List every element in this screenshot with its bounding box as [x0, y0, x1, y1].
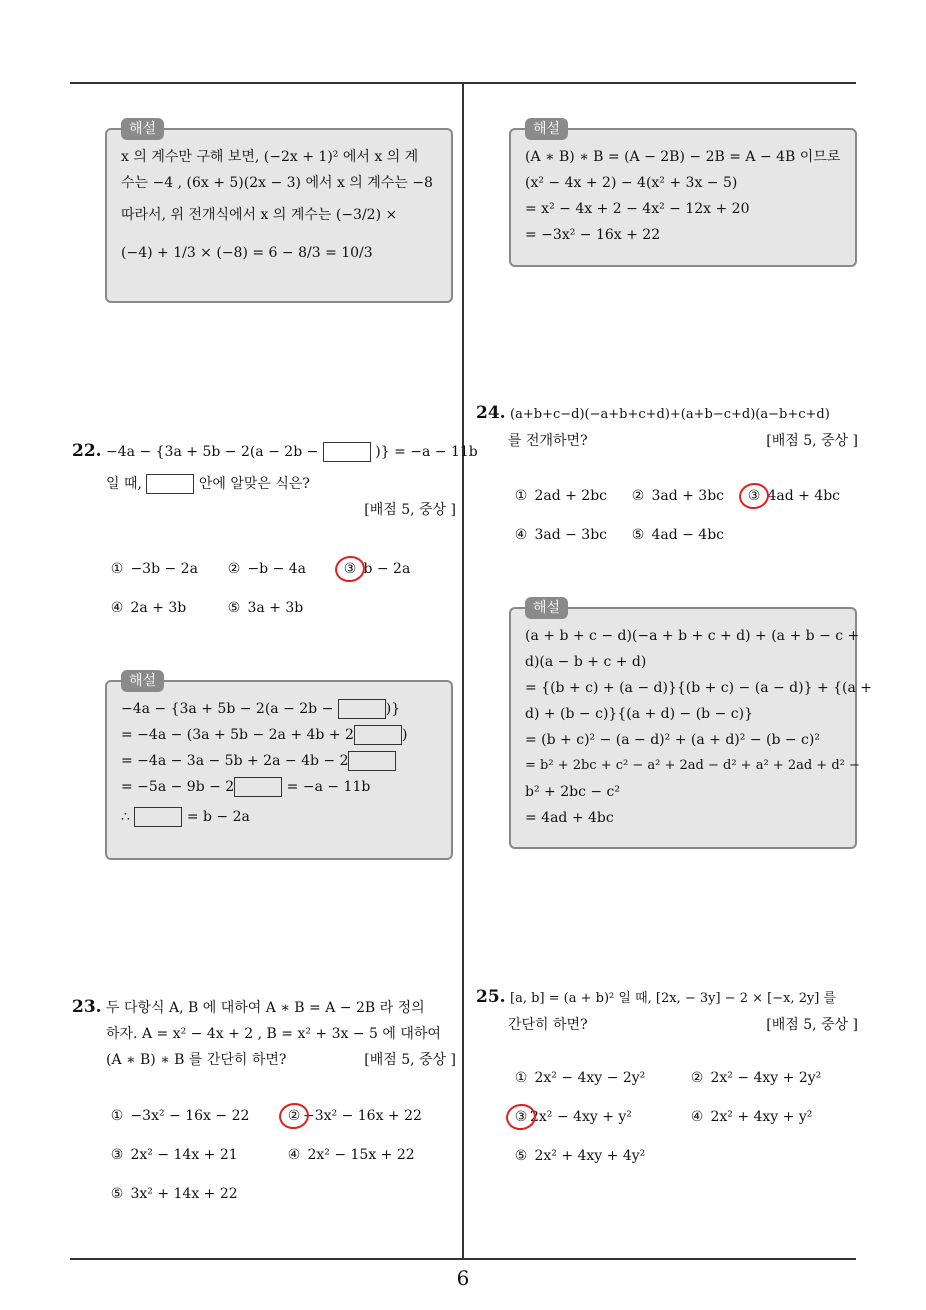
question-number: 25.	[476, 987, 506, 1007]
question-text: 를 전개하면?	[508, 433, 588, 449]
solution-text: = −4a − (3a + 5b − 2a + 4b + 2	[121, 727, 354, 743]
solution-line: (a + b + c − d)(−a + b + c + d) + (a + b − c +	[525, 628, 860, 644]
answer-blank	[354, 725, 402, 745]
option-text: 2x² + 4xy + y²	[710, 1109, 813, 1125]
solution-line: (A ∗ B) ∗ B = (A − 2B) − 2B = A − 4B 이므로	[525, 149, 841, 165]
solution-line	[121, 774, 437, 800]
solution-text: )}	[385, 701, 401, 717]
answer-blank	[134, 807, 182, 827]
option-5[interactable]	[512, 1148, 645, 1164]
option-text: 3a + 3b	[247, 600, 304, 616]
answer-blank	[234, 777, 282, 797]
solution-text: −4a − {3a + 5b − 2(a − 2b −	[121, 701, 334, 717]
option-mark: ②	[227, 561, 241, 577]
option-mark: ②	[690, 1070, 704, 1086]
solution-line	[121, 722, 437, 748]
option-mark-circled: ③	[512, 1109, 530, 1125]
option-mark-circled: ③	[341, 561, 359, 577]
question-25	[476, 984, 858, 1038]
option-mark: ④	[690, 1109, 704, 1125]
solution-box-22	[105, 673, 453, 860]
option-mark: ⑤	[110, 1186, 124, 1202]
solution-line	[121, 748, 437, 774]
solution-line: = b² + 2bc + c² − a² + 2ad − d² + a² + 2ad + d² −	[525, 758, 860, 773]
option-text: 3x² + 14x + 22	[130, 1186, 238, 1202]
solution-text: = −5a − 9b − 2	[121, 779, 235, 795]
option-text: 2x² − 15x + 22	[307, 1147, 415, 1163]
solution-line: = x² − 4x + 2 − 4x² − 12x + 20	[525, 201, 750, 217]
score-label: [배점 5, 중상 ]	[766, 1017, 858, 1033]
option-2[interactable]	[285, 1108, 422, 1124]
solution-tag: 해설	[525, 118, 568, 140]
solution-line: = −3x² − 16x + 22	[525, 227, 661, 243]
option-mark-circled: ②	[285, 1108, 303, 1124]
option-mark: ④	[110, 600, 124, 616]
score-label: [배점 5, 중상 ]	[766, 433, 858, 449]
option-4[interactable]	[688, 1109, 812, 1125]
question-number: 24.	[476, 403, 506, 423]
option-1[interactable]	[108, 1108, 249, 1124]
solution-line: d)(a − b + c + d)	[525, 654, 647, 670]
score-label: [배점 5, 중상 ]	[364, 502, 456, 518]
question-text: (A ∗ B) ∗ B 를 간단히 하면?	[106, 1052, 287, 1068]
solution-line: (x² − 4x + 2) − 4(x² + 3x − 5)	[525, 175, 738, 191]
solution-line: d) + (b − c)}{(a + d) − (b − c)}	[525, 706, 753, 722]
question-text: 두 다항식 A, B 에 대하여 A ∗ B = A − 2B 라 정의	[106, 1000, 425, 1016]
solution-tag: 해설	[121, 670, 164, 692]
option-text: 3ad − 3bc	[534, 527, 608, 543]
solution-box-24	[509, 600, 873, 849]
question-text: [a, b] = (a + b)² 일 때, [2x, − 3y] − 2 × [−x, 2y] 를	[510, 991, 837, 1006]
option-text: 2ad + 2bc	[534, 488, 608, 504]
question-22	[72, 438, 478, 523]
option-mark: ③	[110, 1147, 124, 1163]
option-text: 2x² − 4xy + 2y²	[710, 1070, 822, 1086]
page-number: 6	[456, 1266, 470, 1290]
question-text: 하자. A = x² − 4x + 2 , B = x² + 3x − 5 에 대하여	[106, 1026, 441, 1042]
solution-text: = −a − 11b	[286, 779, 371, 795]
solution-line	[121, 804, 437, 830]
option-mark: ①	[514, 488, 528, 504]
option-text: 2x² − 14x + 21	[130, 1147, 238, 1163]
solution-text: = b − 2a	[186, 809, 250, 825]
option-1[interactable]	[108, 561, 198, 577]
solution-line: 따라서, 위 전개식에서 x 의 계수는 (−3/2) ×	[121, 207, 398, 223]
solution-box-21	[105, 121, 453, 303]
solution-line: x 의 계수만 구해 보면, (−2x + 1)² 에서 x 의 계	[121, 149, 419, 165]
question-text: 안에 알맞은 식은?	[198, 476, 310, 492]
solution-text: = −4a − 3a − 5b + 2a − 4b − 2	[121, 753, 349, 769]
option-4[interactable]	[108, 600, 186, 616]
option-text: 2x² − 4xy − 2y²	[534, 1070, 646, 1086]
option-text: b − 2a	[363, 561, 411, 577]
question-text: 일 때,	[106, 476, 142, 492]
option-mark: ①	[514, 1070, 528, 1086]
option-mark: ④	[287, 1147, 301, 1163]
question-number: 23.	[72, 997, 102, 1017]
solution-tag: 해설	[525, 597, 568, 619]
option-mark: ④	[514, 527, 528, 543]
bottom-rule	[70, 1258, 856, 1260]
option-4[interactable]	[285, 1147, 415, 1163]
option-mark: ⑤	[227, 600, 241, 616]
answer-blank	[323, 442, 371, 462]
solution-line: 수는 −4 , (6x + 5)(2x − 3) 에서 x 의 계수는 −8	[121, 175, 433, 191]
option-2[interactable]	[225, 561, 306, 577]
solution-line: = (b + c)² − (a − d)² + (a + d)² − (b − c)²	[525, 732, 820, 748]
column-divider	[462, 83, 464, 1260]
option-1[interactable]	[512, 1070, 645, 1086]
option-3[interactable]	[341, 561, 410, 577]
question-text: )} = −a − 11b	[375, 444, 478, 460]
option-4[interactable]	[512, 527, 607, 543]
solution-line: = 4ad + 4bc	[525, 810, 614, 826]
option-text: 2x² + 4xy + 4y²	[534, 1148, 646, 1164]
option-text: −3x² − 16x − 22	[130, 1108, 250, 1124]
option-text: 2x² − 4xy + y²	[530, 1109, 632, 1125]
answer-blank	[338, 699, 386, 719]
option-text: −b − 4a	[247, 561, 307, 577]
solution-line: (−4) + 1/3 × (−8) = 6 − 8/3 = 10/3	[121, 245, 373, 261]
option-5[interactable]	[629, 527, 724, 543]
question-24	[476, 400, 858, 454]
option-mark: ①	[110, 561, 124, 577]
answer-blank	[348, 751, 396, 771]
question-text: (a+b+c−d)(−a+b+c+d)+(a+b−c+d)(a−b+c+d)	[510, 407, 830, 422]
option-text: 3ad + 3bc	[651, 488, 725, 504]
solution-text: ∴	[121, 809, 130, 825]
option-2[interactable]	[688, 1070, 821, 1086]
question-text: −4a − {3a + 5b − 2(a − 2b −	[106, 444, 319, 460]
solution-line: = {(b + c) + (a − d)}{(b + c) − (a − d)} + {(a +	[525, 680, 873, 696]
option-mark: ②	[631, 488, 645, 504]
question-23	[72, 994, 456, 1073]
option-mark: ①	[110, 1108, 124, 1124]
option-text: −3b − 2a	[130, 561, 198, 577]
option-text: 2a + 3b	[130, 600, 187, 616]
option-3[interactable]	[108, 1147, 238, 1163]
score-label: [배점 5, 중상 ]	[364, 1052, 456, 1068]
option-3[interactable]	[745, 488, 840, 504]
option-text: 4ad − 4bc	[651, 527, 725, 543]
option-2[interactable]	[629, 488, 724, 504]
solution-line: b² + 2bc − c²	[525, 784, 620, 800]
option-mark: ⑤	[631, 527, 645, 543]
option-text: −3x² − 16x + 22	[303, 1108, 422, 1124]
option-1[interactable]	[512, 488, 607, 504]
solution-box-23	[509, 121, 857, 267]
solution-text: )	[401, 727, 408, 743]
solution-tag: 해설	[121, 118, 164, 140]
option-5[interactable]	[108, 1186, 238, 1202]
option-5[interactable]	[225, 600, 303, 616]
option-text: 4ad + 4bc	[767, 488, 841, 504]
question-number: 22.	[72, 441, 102, 461]
solution-line	[121, 696, 437, 722]
answer-blank	[146, 474, 194, 494]
question-text: 간단히 하면?	[508, 1017, 588, 1033]
option-3[interactable]	[512, 1109, 632, 1125]
option-mark: ⑤	[514, 1148, 528, 1164]
option-mark-circled: ③	[745, 488, 763, 504]
